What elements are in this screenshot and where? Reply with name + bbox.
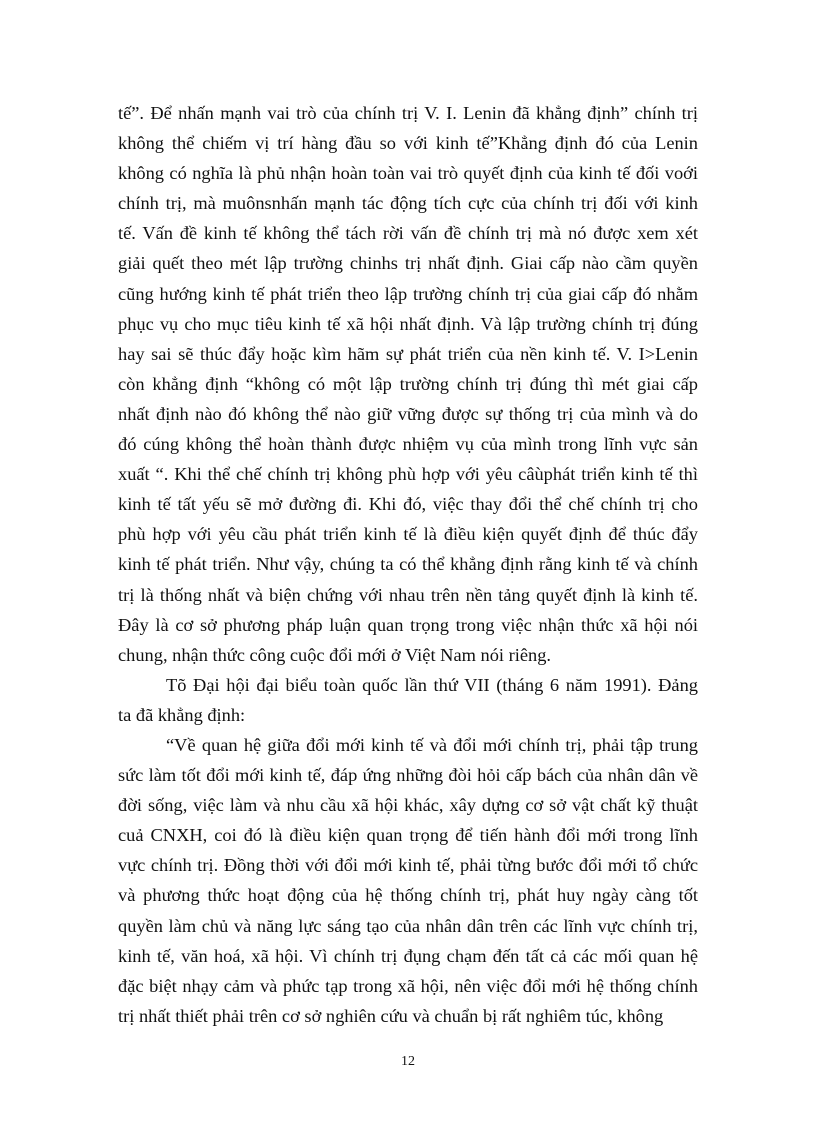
text-line: đặc biệt nhạy cảm và phức tạp trong xã hội, nên việc đổi mới hệ thống chính [118,975,698,996]
text-line: sức làm tốt đổi mới kinh tế, đáp ứng những đòi hỏi cấp bách của nhân dân về [118,765,698,786]
text-line: quyền làm chủ và năng lực sáng tạo của nhân dân trên các lĩnh vực chính trị, [118,915,698,936]
text-line: trị là thống nhất và biện chứng với nhau trên nền tảng quyết định là kinh tế. [118,584,698,605]
text-line: đời sống, việc làm và nhu cầu xã hội khác, xây dựng cơ sở vật chất kỹ thuật [118,795,698,816]
text-line: hay sai sẽ thúc đẩy hoặc kìm hãm sự phát triển của nền kinh tế. V. I>Lenin [118,343,698,364]
text-line: và phương thức hoạt động của hệ thống chính trị, phát huy ngày càng tốt [118,885,698,906]
text-line: “Về quan hệ giữa đổi mới kinh tế và đổi mới chính trị, phải tập trung [166,734,698,755]
text-line: giải quết theo mét lập trường chinhs trị nhất định. Giai cấp nào cầm quyền [118,253,698,274]
text-line: kinh tế tất yếu sẽ mở đường đi. Khi đó, việc thay đổi thể chế chính trị cho [118,494,698,515]
text-line: không thể chiếm vị trí hàng đầu so với kinh tế”Khẳng định đó của Lenin [118,133,698,154]
text-line: kinh tế phát triển. Như vậy, chúng ta có thể khẳng định rằng kinh tế và chính [118,554,698,575]
text-line: vực chính trị. Đồng thời với đổi mới kinh tế, phải từng bước đổi mới tổ chức [118,855,698,876]
text-line: xuất “. Khi thể chế chính trị không phù hợp với yêu câùphát triển kinh tế thì [118,464,698,485]
text-line: Tõ Đại hội đại biểu toàn quốc lần thứ VII (tháng 6 năm 1991). Đảng [166,674,698,695]
text-line: còn khẳng định “không có một lập trường chính trị đúng thì mét giai cấp [118,373,698,394]
text-line: nhất định nào đó không thể nào giữ vững được sự thống trị của mình và do [118,403,698,424]
page-number: 12 [401,1054,415,1069]
body-text [118,98,698,1031]
text-line: trị nhất thiết phải trên cơ sở nghiên cứu và chuẩn bị rất nghiêm túc, không [118,1005,664,1026]
text-line: tế”. Để nhấn mạnh vai trò của chính trị V. I. Lenin đã khẳng định” chính trị [118,103,698,123]
text-line: đó cúng không thể hoàn thành được nhiệm vụ của mình trong lĩnh vực sản [118,434,698,455]
text-line: tế. Vấn đề kinh tế không thể tách rời vấn đề chính trị mà nó được xem xét [118,223,698,244]
text-line: kinh tế, văn hoá, xã hội. Vì chính trị đụng chạm đến tất cả các mối quan hệ [118,945,698,966]
text-line: cuả CNXH, coi đó là điều kiện quan trọng để tiến hành đổi mới trong lĩnh [118,825,698,846]
text-line: phù hợp với yêu cầu phát triển kinh tế là điều kiện quyết định để thúc đẩy [118,524,698,545]
text-line: chung, nhận thức công cuộc đổi mới ở Việt Nam nói riêng. [118,644,551,665]
text-line: ta đã khẳng định: [118,704,246,725]
text-line: cũng hướng kinh tế phát triển theo lập trường chính trị của giai cấp đó nhằm [118,283,698,304]
text-line: chính trị, mà muônsnhấn mạnh tác động tích cực của chính trị đối với kinh [118,193,698,214]
text-line: Đây là cơ sở phương pháp luận quan trọng trong việc nhận thức xã hội nói [118,614,698,635]
text-line: không có nghĩa là phủ nhận hoàn toàn vai trò quyết định của kinh tế đối voới [118,163,698,184]
text-line: phục vụ cho mục tiêu kinh tế xã hội nhất định. Và lập trường chính trị đúng [118,313,698,334]
